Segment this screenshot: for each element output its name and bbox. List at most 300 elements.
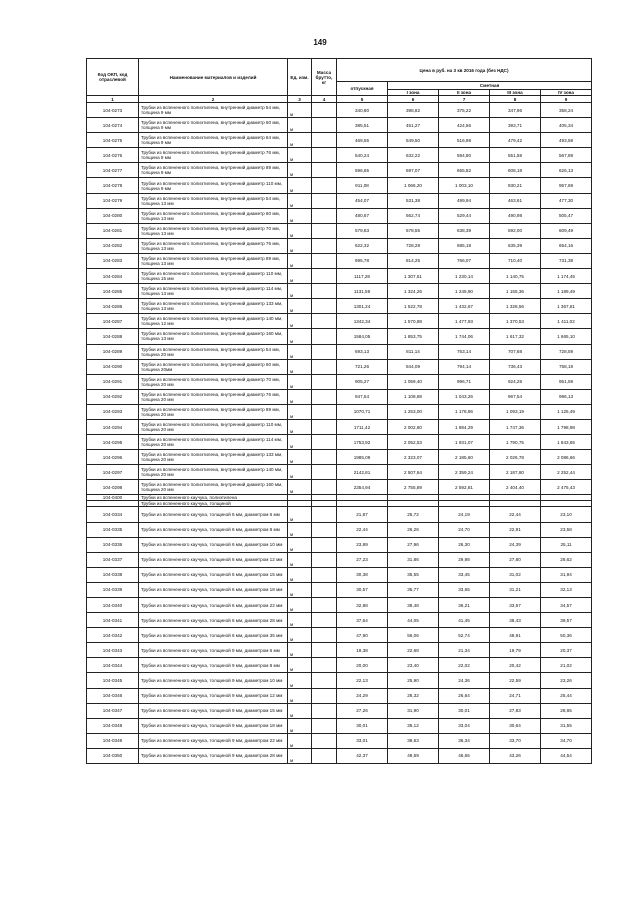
price-zone-1: 697,07: [388, 163, 439, 178]
price-zone-3: 1 140,75: [490, 269, 541, 284]
item-unit: м: [288, 703, 312, 718]
table-row: [87, 435, 592, 450]
price-zone-1: 562,74: [388, 208, 439, 223]
item-mass: [312, 208, 337, 223]
item-mass: [312, 688, 337, 703]
price-zone-1: 35,12: [388, 718, 439, 733]
price-zone-3: 1 617,32: [490, 329, 541, 344]
item-mass: [312, 643, 337, 658]
item-code: 104-0276: [87, 148, 139, 163]
price-zone-3: 27,83: [490, 703, 541, 718]
item-code: 104-0286: [87, 299, 139, 314]
price-release: 37,64: [337, 613, 388, 628]
table-row: [87, 450, 592, 465]
price-release: 721,26: [337, 359, 388, 374]
item-code: 104-0275: [87, 133, 139, 148]
price-zone-1: 678,55: [388, 223, 439, 238]
column-number: 3: [288, 96, 312, 103]
price-zone-1: 632,22: [388, 148, 439, 163]
price-release: 2142,81: [337, 465, 388, 480]
table-row: [87, 329, 592, 344]
price-release: 24,29: [337, 688, 388, 703]
price-zone-4: 1 798,98: [541, 419, 592, 434]
price-zone-2: 638,39: [439, 223, 490, 238]
item-code: 104-0283: [87, 253, 139, 268]
item-unit: м: [288, 673, 312, 688]
price-zone-2: 1 931,07: [439, 435, 490, 450]
price-zone-1: 2 052,53: [388, 435, 439, 450]
item-unit: м: [288, 118, 312, 133]
price-zone-1: 25,90: [388, 673, 439, 688]
price-zone-2: 655,82: [439, 163, 490, 178]
item-name: Трубки из вспененного полиэтилена, внутренний диаметр 76 мм, толщина 9 мм: [139, 148, 288, 163]
price-zone-1: 2 323,07: [388, 450, 439, 465]
item-name: Трубки из вспененного каучука, толщиной 6 мм, диаметром 35 мм: [139, 628, 288, 643]
header-unit: Ед. изм.: [288, 59, 312, 96]
price-release: 579,83: [337, 223, 388, 238]
price-zone-4: 626,13: [541, 163, 592, 178]
item-name: Трубки из вспененного каучука, толщиной 9 мм, диаметром 28 мм: [139, 748, 288, 763]
item-name: Трубки из вспененного полиэтилена, внутренний диаметр 64 мм, толщина 9 мм: [139, 133, 288, 148]
table-row: [87, 404, 592, 419]
price-zone-4: 405,34: [541, 118, 592, 133]
item-mass: [312, 703, 337, 718]
price-release: 385,51: [337, 118, 388, 133]
price-zone-2: 33,65: [439, 582, 490, 597]
price-zone-2: 516,98: [439, 133, 490, 148]
item-unit: м: [288, 582, 312, 597]
price-zone-4: 21,02: [541, 658, 592, 673]
item-name: Трубки из вспененного полиэтилена, внутренний диаметр 76 мм, толщина 20 мм: [139, 389, 288, 404]
item-mass: [312, 748, 337, 763]
item-name: Трубки из вспененного полиэтилена, внутренний диаметр 114 мм, толщина 20 мм: [139, 435, 288, 450]
item-unit: м: [288, 628, 312, 643]
price-zone-3: 33,57: [490, 598, 541, 613]
price-zone-4: 31,94: [541, 567, 592, 582]
price-release: 340,80: [337, 103, 388, 118]
table-row: [87, 374, 592, 389]
item-code: 104-0347: [87, 703, 139, 718]
price-zone-1: 38,63: [388, 733, 439, 748]
price-zone-3: 1 747,36: [490, 419, 541, 434]
price-release: 47,90: [337, 628, 388, 643]
price-zone-1: 728,28: [388, 238, 439, 253]
price-release: 1753,92: [337, 435, 388, 450]
column-number: 2: [139, 96, 288, 103]
item-name: Трубки из вспененного каучука, толщиной 6 мм, диаметром 10 мм: [139, 537, 288, 552]
item-name: Трубки из вспененного каучука, толщиной 9 мм, диаметром 6 мм: [139, 643, 288, 658]
price-zone-1: 35,55: [388, 567, 439, 582]
price-zone-2: 1 884,29: [439, 419, 490, 434]
header-estimate: Сметная: [388, 82, 592, 90]
price-zone-2: 21,34: [439, 643, 490, 658]
price-zone-2: 1 432,67: [439, 299, 490, 314]
price-zone-3: 707,68: [490, 344, 541, 359]
price-zone-4: 23,10: [541, 507, 592, 522]
item-mass: [312, 552, 337, 567]
item-unit: м: [288, 404, 312, 419]
price-zone-2: 33,04: [439, 718, 490, 733]
table-row: [87, 344, 592, 359]
price-zone-3: 393,71: [490, 118, 541, 133]
item-name: Трубки из вспененного полиэтилена, внутренний диаметр 89 мм, толщина 20 мм: [139, 404, 288, 419]
price-release: 20,00: [337, 658, 388, 673]
price-zone-2: 2 592,81: [439, 480, 490, 495]
price-zone-2: 794,14: [439, 359, 490, 374]
item-name: Трубки из вспененного полиэтилена, внутренний диаметр 160 мм, толщина 20 мм: [139, 480, 288, 495]
item-unit: м: [288, 658, 312, 673]
item-code: 104-0282: [87, 238, 139, 253]
item-mass: [312, 507, 337, 522]
price-zone-4: 951,59: [541, 374, 592, 389]
item-code: 104-0281: [87, 223, 139, 238]
price-release: 469,55: [337, 133, 388, 148]
price-zone-2: 2 185,60: [439, 450, 490, 465]
item-mass: [312, 314, 337, 329]
price-zone-1: 814,25: [388, 253, 439, 268]
price-zone-2: 33,45: [439, 567, 490, 582]
price-zone-3: 551,58: [490, 148, 541, 163]
price-zone-2: 1 178,86: [439, 404, 490, 419]
price-zone-2: 499,94: [439, 193, 490, 208]
price-zone-1: 31,86: [388, 552, 439, 567]
price-zone-3: 43,26: [490, 748, 541, 763]
price-zone-4: 28,62: [541, 552, 592, 567]
price-release: 1131,59: [337, 284, 388, 299]
price-release: 30,01: [337, 718, 388, 733]
price-zone-4: 39,57: [541, 613, 592, 628]
item-unit: м: [288, 748, 312, 763]
item-mass: [312, 193, 337, 208]
price-zone-4: 1 174,45: [541, 269, 592, 284]
price-zone-3: 930,21: [490, 178, 541, 193]
item-mass: [312, 329, 337, 344]
header-price-group: Цена в руб. на 3 кв 2016 года (без НДС): [337, 59, 592, 82]
table-row: [87, 178, 592, 193]
item-unit: м: [288, 148, 312, 163]
table-row: [87, 208, 592, 223]
price-zone-1: 1 066,20: [388, 178, 439, 193]
price-zone-1: 49,59: [388, 748, 439, 763]
item-code: 104-0338: [87, 567, 139, 582]
item-code: 104-0343: [87, 643, 139, 658]
column-number: 6: [388, 96, 439, 103]
table-row: [87, 658, 592, 673]
price-zone-2: 1 043,26: [439, 389, 490, 404]
price-release: 540,24: [337, 148, 388, 163]
price-zone-4: 32,13: [541, 582, 592, 597]
item-mass: [312, 582, 337, 597]
item-unit: м: [288, 598, 312, 613]
page-number: 149: [313, 38, 327, 47]
item-name: Трубки из вспененного полиэтилена, внутренний диаметр 160 мм, толщина 13 мм: [139, 329, 288, 344]
price-zone-3: 2 187,80: [490, 465, 541, 480]
item-code: 104-0294: [87, 419, 139, 434]
table-row: [87, 567, 592, 582]
price-release: 42,37: [337, 748, 388, 763]
price-zone-1: 2 755,89: [388, 480, 439, 495]
item-unit: м: [288, 718, 312, 733]
item-name: Трубки из вспененного каучука, толщиной 9 мм, диаметром 12 мм: [139, 688, 288, 703]
item-code: 104-0278: [87, 178, 139, 193]
price-zone-3: 635,39: [490, 238, 541, 253]
item-name: Трубки из вспененного полиэтилена, внутренний диаметр 110 мм, толщина 9 мм: [139, 178, 288, 193]
price-zone-3: 1 093,19: [490, 404, 541, 419]
table-row: [87, 703, 592, 718]
table-row: [87, 359, 592, 374]
table-row: [87, 733, 592, 748]
price-release: 596,65: [337, 163, 388, 178]
item-name: Трубки из вспененного полиэтилена, внутренний диаметр 133 мм, толщина 20 мм: [139, 450, 288, 465]
item-unit: м: [288, 450, 312, 465]
price-zone-3: 27,80: [490, 552, 541, 567]
price-release: 1070,71: [337, 404, 388, 419]
item-code: 104-0337: [87, 552, 139, 567]
item-code: 104-0274: [87, 118, 139, 133]
column-number: 4: [312, 96, 337, 103]
item-unit: м: [288, 567, 312, 582]
item-unit: м: [288, 389, 312, 404]
item-code: 104-0295: [87, 435, 139, 450]
price-zone-4: 28,65: [541, 703, 592, 718]
item-code: 104-0344: [87, 658, 139, 673]
item-code: 104-0289: [87, 344, 139, 359]
price-zone-4: 2 252,44: [541, 465, 592, 480]
price-zone-2: 996,71: [439, 374, 490, 389]
price-zone-3: 24,39: [490, 537, 541, 552]
item-unit: м: [288, 238, 312, 253]
item-code: 104-0336: [87, 537, 139, 552]
header-zone-4: IV зона: [541, 90, 592, 96]
price-release: 22,44: [337, 522, 388, 537]
column-number: 1: [87, 96, 139, 103]
item-mass: [312, 598, 337, 613]
price-release: 911,08: [337, 178, 388, 193]
item-name: Трубки из вспененного каучука, толщиной 9 мм, диаметром 15 мм: [139, 703, 288, 718]
price-zone-4: 50,36: [541, 628, 592, 643]
price-zone-4: 728,59: [541, 344, 592, 359]
table-row: [87, 613, 592, 628]
price-zone-1: 22,68: [388, 643, 439, 658]
item-code: 104-0400: [87, 495, 139, 501]
item-mass: [312, 435, 337, 450]
price-zone-4: 25,44: [541, 688, 592, 703]
price-zone-4: 1 367,81: [541, 299, 592, 314]
item-mass: [312, 658, 337, 673]
item-unit: м: [288, 465, 312, 480]
table-row: [87, 389, 592, 404]
item-unit: м: [288, 133, 312, 148]
item-unit: м: [288, 314, 312, 329]
price-zone-1: 23,40: [388, 658, 439, 673]
table-row: [87, 299, 592, 314]
price-release: 32,88: [337, 598, 388, 613]
price-release: 1985,09: [337, 450, 388, 465]
table-row: [87, 537, 592, 552]
price-zone-3: 490,98: [490, 208, 541, 223]
price-zone-2: 1 744,06: [439, 329, 490, 344]
price-zone-1: 451,27: [388, 118, 439, 133]
price-release: 693,13: [337, 344, 388, 359]
item-mass: [312, 238, 337, 253]
price-zone-2: 36,21: [439, 598, 490, 613]
price-zone-3: 2 404,40: [490, 480, 541, 495]
price-zone-4: 654,16: [541, 238, 592, 253]
price-zone-1: 549,50: [388, 133, 439, 148]
price-release: 1342,34: [337, 314, 388, 329]
item-unit: м: [288, 359, 312, 374]
price-zone-1: 2 002,80: [388, 419, 439, 434]
item-mass: [312, 733, 337, 748]
table-row: [87, 673, 592, 688]
item-mass: [312, 537, 337, 552]
item-unit: м: [288, 537, 312, 552]
item-mass: [312, 718, 337, 733]
price-zone-3: 33,70: [490, 733, 541, 748]
item-name: Трубки из вспененного каучука, толщиной 6 мм, диаметром 18 мм: [139, 582, 288, 597]
price-zone-1: 1 324,26: [388, 284, 439, 299]
table-row: [87, 643, 592, 658]
table-row: [87, 507, 592, 522]
price-zone-2: 763,14: [439, 344, 490, 359]
price-zone-2: 24,70: [439, 522, 490, 537]
item-code: 104-0334: [87, 507, 139, 522]
price-zone-4: 731,38: [541, 253, 592, 268]
item-mass: [312, 613, 337, 628]
price-zone-3: 31,02: [490, 567, 541, 582]
price-zone-2: 2 359,24: [439, 465, 490, 480]
price-release: 27,26: [337, 703, 388, 718]
price-zone-1: 26,26: [388, 522, 439, 537]
item-mass: [312, 299, 337, 314]
table-row: [87, 582, 592, 597]
item-code: 104-0297: [87, 465, 139, 480]
price-zone-3: 1 370,53: [490, 314, 541, 329]
item-name: Трубки из вспененного каучука, толщиной 9 мм, диаметром 18 мм: [139, 718, 288, 733]
table-row: [87, 628, 592, 643]
item-name: Трубки из вспененного каучука, полиэтилена: [139, 495, 288, 501]
price-zone-2: 26,64: [439, 688, 490, 703]
price-zone-2: 1 230,14: [439, 269, 490, 284]
price-zone-4: 20,37: [541, 643, 592, 658]
item-unit: м: [288, 193, 312, 208]
column-number: 7: [439, 96, 490, 103]
item-name: Трубки из вспененного полиэтилена, внутренний диаметр 54 мм, толщина 20 мм: [139, 344, 288, 359]
price-release: 480,67: [337, 208, 388, 223]
price-zone-3: 24,71: [490, 688, 541, 703]
price-release: 622,32: [337, 238, 388, 253]
price-zone-3: 22,44: [490, 507, 541, 522]
item-name: Трубки из вспененного полиэтилена, внутренний диаметр 54 мм, толщина 9 мм: [139, 103, 288, 118]
price-zone-3: 1 790,75: [490, 435, 541, 450]
item-unit: м: [288, 103, 312, 118]
price-zone-3: 736,43: [490, 359, 541, 374]
price-zone-4: 1 411,02: [541, 314, 592, 329]
price-release: 21,87: [337, 507, 388, 522]
price-zone-3: 967,54: [490, 389, 541, 404]
item-mass: [312, 522, 337, 537]
item-mass: [312, 389, 337, 404]
item-code: 104-0296: [87, 450, 139, 465]
table-row: [87, 480, 592, 495]
price-release: 22,13: [337, 673, 388, 688]
price-zone-1: 1 059,40: [388, 374, 439, 389]
table-row: [87, 269, 592, 284]
price-zone-3: 22,91: [490, 522, 541, 537]
item-name: Трубки из вспененного каучука, толщиной 6 мм, диаметром 6 мм: [139, 507, 288, 522]
price-zone-3: 31,21: [490, 582, 541, 597]
item-name: Трубки из вспененного каучука, толщиной 9 мм, диаметром 10 мм: [139, 673, 288, 688]
item-mass: [312, 344, 337, 359]
item-name: Трубки из вспененного полиэтилена, внутренний диаметр 110 мм, толщина 20 мм: [139, 419, 288, 434]
table-row: [87, 718, 592, 733]
item-unit: м: [288, 643, 312, 658]
price-zone-1: 35,77: [388, 582, 439, 597]
header-zone-1: I зона: [388, 90, 439, 96]
price-zone-4: 2 086,66: [541, 450, 592, 465]
price-zone-2: 594,80: [439, 148, 490, 163]
price-zone-3: 22,59: [490, 673, 541, 688]
item-code: 104-0292: [87, 389, 139, 404]
price-zone-3: 463,61: [490, 193, 541, 208]
table-row: [87, 238, 592, 253]
price-zone-4: 358,24: [541, 103, 592, 118]
price-zone-3: 347,96: [490, 103, 541, 118]
header-code: Код ОКП, код отраслевой: [87, 59, 139, 96]
item-mass: [312, 223, 337, 238]
table-row: [87, 253, 592, 268]
price-zone-4: 505,47: [541, 208, 592, 223]
item-name: Трубки из вспененного полиэтилена, внутренний диаметр 60 мм, толщина 20мм: [139, 359, 288, 374]
item-unit: м: [288, 253, 312, 268]
item-unit: м: [288, 552, 312, 567]
item-name: Трубки из вспененного полиэтилена, внутренний диаметр 89 мм, толщина 13 мм: [139, 253, 288, 268]
item-unit: м: [288, 269, 312, 284]
item-mass: [312, 673, 337, 688]
price-zone-3: 38,43: [490, 613, 541, 628]
price-zone-3: 608,18: [490, 163, 541, 178]
price-zone-4: 44,54: [541, 748, 592, 763]
item-code: 104-0288: [87, 329, 139, 344]
item-unit: м: [288, 284, 312, 299]
price-zone-3: 48,91: [490, 628, 541, 643]
price-release: 27,23: [337, 552, 388, 567]
price-release: 30,38: [337, 567, 388, 582]
price-release: 30,57: [337, 582, 388, 597]
item-mass: [312, 269, 337, 284]
item-code: 104-0285: [87, 284, 139, 299]
price-zone-1: 44,05: [388, 613, 439, 628]
price-zone-1: 2 507,64: [388, 465, 439, 480]
header-zone-3: III зона: [490, 90, 541, 96]
price-zone-3: 710,40: [490, 253, 541, 268]
item-name: Трубки из вспененного полиэтилена, внутренний диаметр 140 мм, толщина 20 мм: [139, 465, 288, 480]
column-number: 5: [337, 96, 388, 103]
price-zone-1: 844,09: [388, 359, 439, 374]
item-mass: [312, 148, 337, 163]
price-zone-4: 1 843,65: [541, 435, 592, 450]
price-zone-2: 30,01: [439, 703, 490, 718]
price-zone-1: 1 253,00: [388, 404, 439, 419]
table-row: [87, 148, 592, 163]
price-zone-3: 924,28: [490, 374, 541, 389]
item-code: 104-0339: [87, 582, 139, 597]
price-zone-3: 20,42: [490, 658, 541, 673]
price-zone-2: 22,02: [439, 658, 490, 673]
price-zone-1: 28,32: [388, 688, 439, 703]
price-zone-1: 1 522,78: [388, 299, 439, 314]
price-zone-2: 52,74: [439, 628, 490, 643]
